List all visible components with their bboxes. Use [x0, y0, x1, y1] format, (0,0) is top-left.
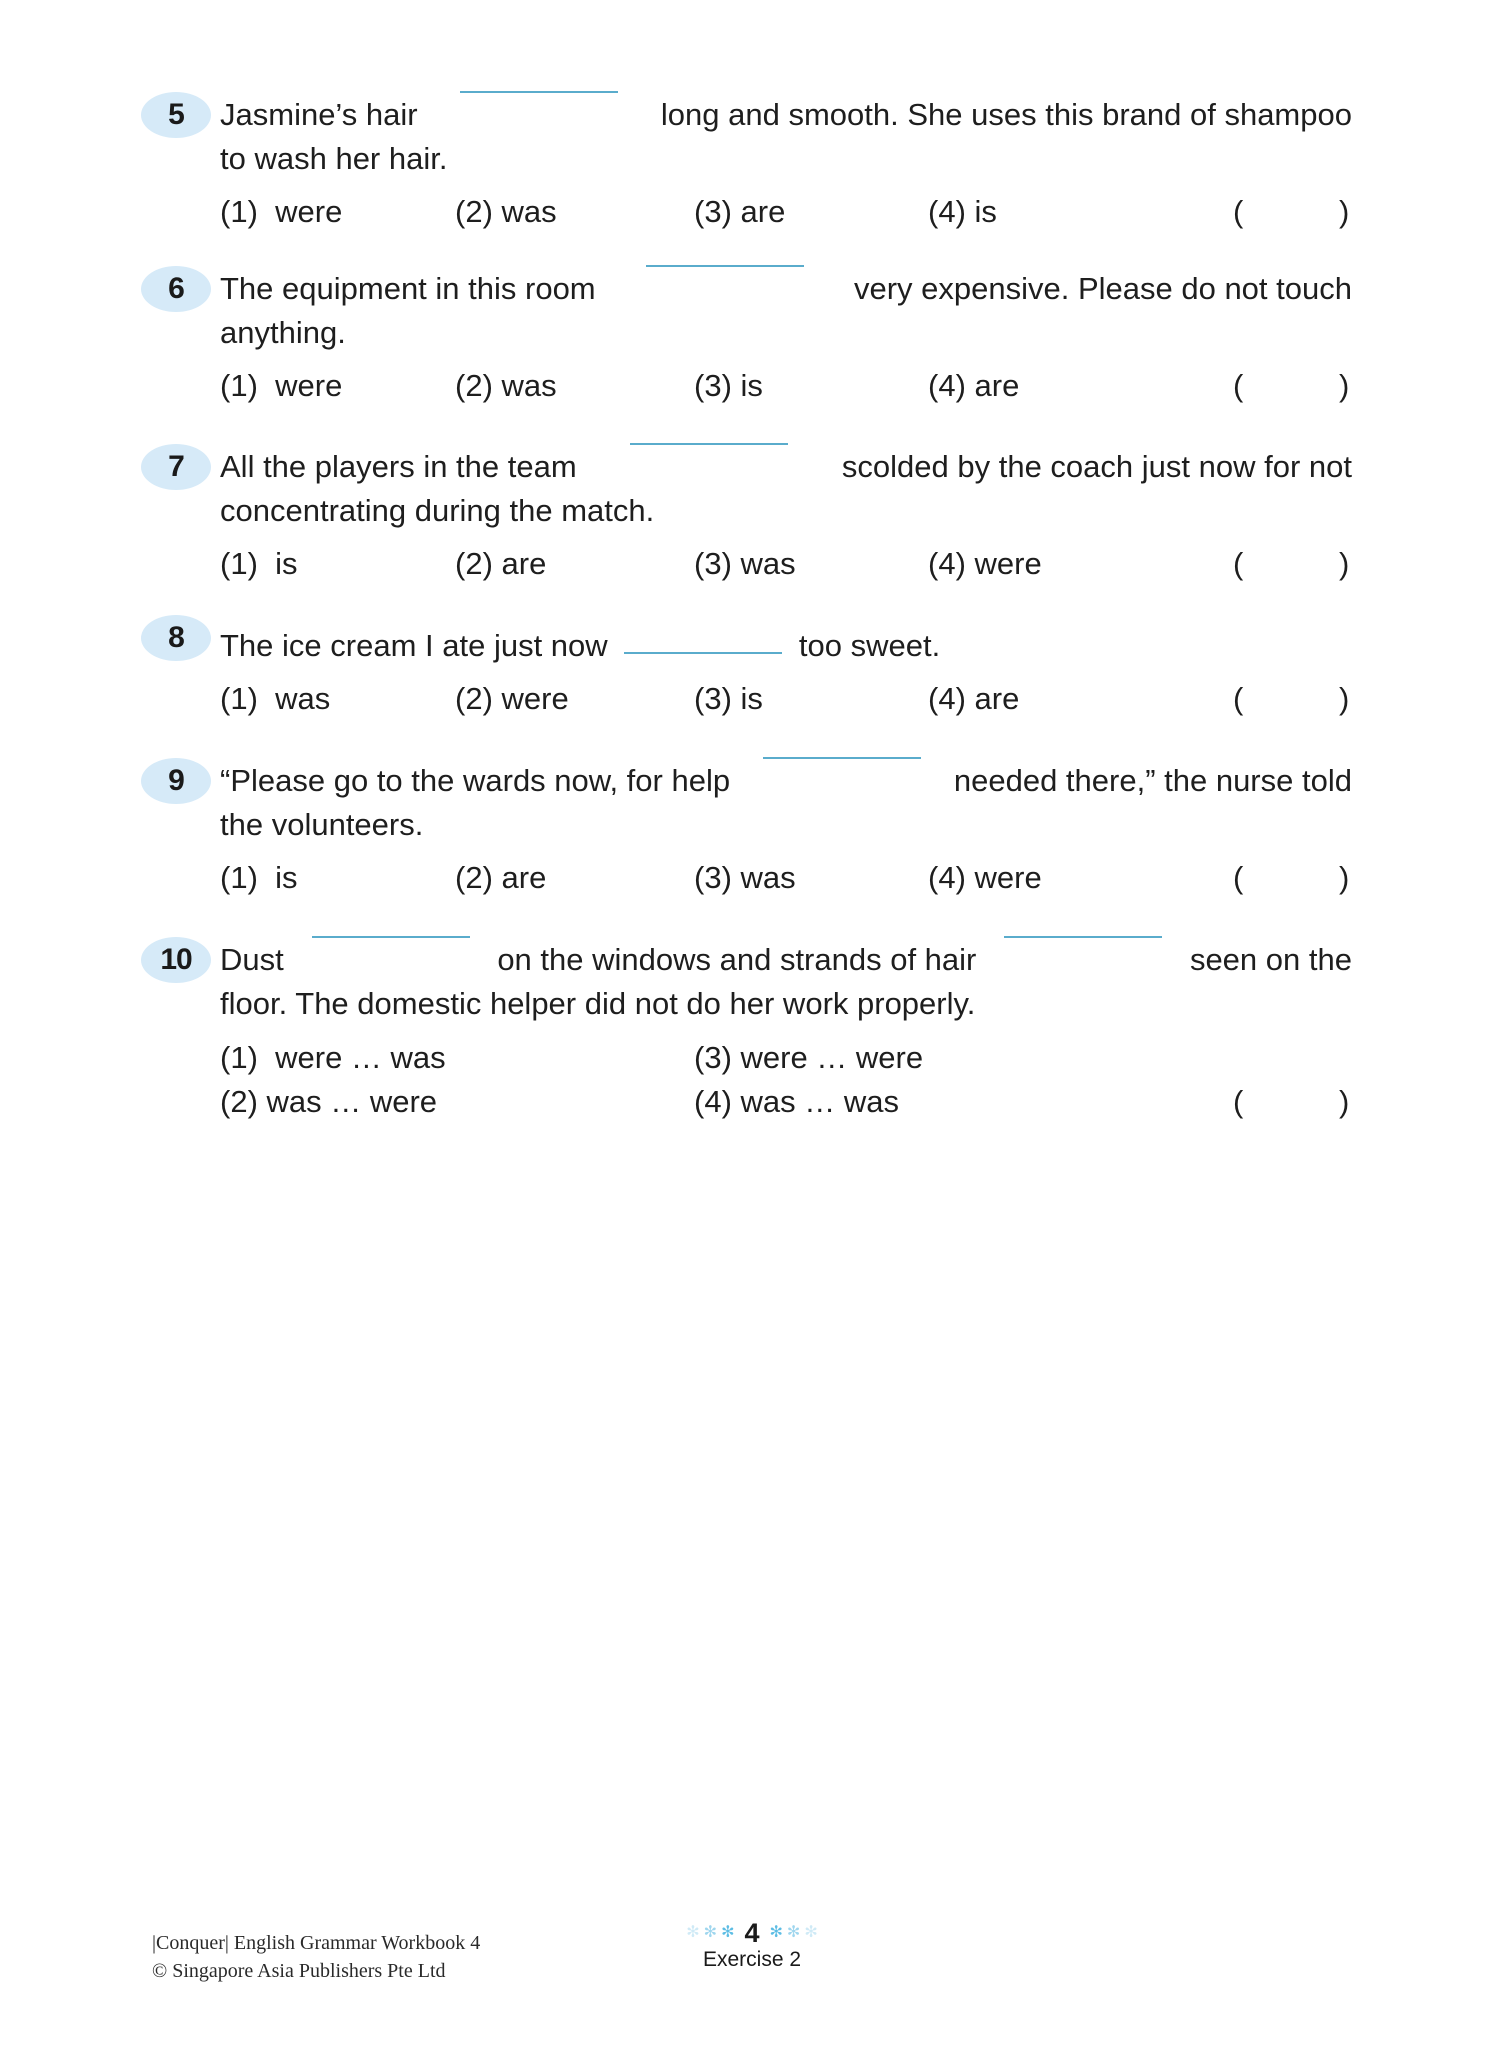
- stem-text-after: scolded by the coach just now for not: [841, 449, 1352, 484]
- section-label: Exercise 2: [702, 1948, 802, 1971]
- question-number: 6: [168, 272, 184, 305]
- star-icon: ✻: [703, 1924, 718, 1941]
- question-stem-line2: the volunteers.: [220, 807, 424, 842]
- question-number-badge: [141, 92, 211, 138]
- book-title: |Conquer| English Grammar Workbook 4: [152, 1932, 481, 1954]
- star-icon: ✻: [804, 1924, 818, 1941]
- option-1[interactable]: (1) were … was: [220, 1040, 446, 1075]
- answer-box-open[interactable]: (: [1233, 681, 1244, 716]
- option-4[interactable]: (4) was … was: [694, 1084, 899, 1119]
- question-stem-line1: [220, 93, 1352, 137]
- answer-box-close[interactable]: ): [1339, 546, 1350, 581]
- option-1[interactable]: (1) was: [220, 681, 331, 716]
- answer-box-close[interactable]: ): [1339, 194, 1350, 229]
- stem-text-after: too sweet.: [798, 628, 941, 663]
- footer-publisher: [152, 1929, 480, 1985]
- question-number: 7: [168, 450, 184, 483]
- question-number: 9: [168, 764, 184, 797]
- stem-text-after: needed there,” the nurse told: [953, 763, 1352, 798]
- option-4[interactable]: (4) are: [928, 368, 1020, 403]
- option-4[interactable]: (4) is: [928, 194, 997, 229]
- option-4[interactable]: (4) were: [928, 860, 1042, 895]
- option-1[interactable]: (1) were: [220, 368, 343, 403]
- answer-blank-1[interactable]: [312, 936, 470, 938]
- stem-text-before: The equipment in this room: [220, 271, 596, 306]
- option-1[interactable]: (1) were: [220, 194, 343, 229]
- question-stem-line1: [220, 267, 1352, 311]
- question-number-badge: [141, 937, 211, 983]
- option-3[interactable]: (3) is: [694, 681, 763, 716]
- answer-box-open[interactable]: (: [1233, 546, 1244, 581]
- question-stem-line2: floor. The domestic helper did not do her work properly.: [220, 986, 976, 1021]
- star-icon: ✻: [769, 1924, 783, 1941]
- answer-blank[interactable]: [646, 265, 804, 267]
- footer-page-info: [652, 1918, 852, 1972]
- stem-text-before: “Please go to the wards now, for help: [220, 763, 731, 798]
- answer-blank[interactable]: [460, 91, 618, 93]
- option-3[interactable]: (3) is: [694, 368, 763, 403]
- option-3[interactable]: (3) were … were: [694, 1040, 924, 1075]
- question-stem-line2: concentrating during the match.: [220, 493, 655, 528]
- stem-text-before: The ice cream I ate just now: [220, 628, 608, 663]
- answer-box-open[interactable]: (: [1233, 368, 1244, 403]
- page-number: 4: [744, 1917, 760, 1948]
- answer-box-close[interactable]: ): [1339, 860, 1350, 895]
- stem-text-after: very expensive. Please do not touch: [853, 271, 1352, 306]
- option-4[interactable]: (4) are: [928, 681, 1020, 716]
- option-3[interactable]: (3) was: [694, 546, 796, 581]
- star-icon: ✻: [721, 1924, 735, 1941]
- stem-text-middle: on the windows and strands of hair: [497, 942, 977, 977]
- answer-box-open[interactable]: (: [1233, 860, 1244, 895]
- option-4[interactable]: (4) were: [928, 546, 1042, 581]
- question-stem-line2: to wash her hair.: [220, 141, 448, 176]
- stem-text-before: All the players in the team: [220, 449, 577, 484]
- question-number: 10: [160, 943, 192, 976]
- option-3[interactable]: (3) was: [694, 860, 796, 895]
- question-stem-line2: anything.: [220, 315, 346, 350]
- option-1[interactable]: (1) is: [220, 546, 298, 581]
- question-number: 8: [168, 621, 184, 654]
- answer-blank[interactable]: [624, 652, 782, 654]
- stem-text-before: Jasmine’s hair: [220, 97, 418, 132]
- question-stem-line1: [220, 938, 1352, 982]
- question-stem-line1: [220, 759, 1352, 803]
- question-number: 5: [168, 98, 184, 131]
- option-2[interactable]: (2) was … were: [220, 1084, 438, 1119]
- stem-text-after: long and smooth. She uses this brand of shampoo: [660, 97, 1352, 132]
- stem-text-after: seen on the: [1189, 942, 1352, 977]
- answer-blank[interactable]: [763, 757, 921, 759]
- star-icon: ✻: [786, 1924, 801, 1941]
- option-2[interactable]: (2) were: [455, 681, 569, 716]
- option-1[interactable]: (1) is: [220, 860, 298, 895]
- answer-box-close[interactable]: ): [1339, 1084, 1350, 1119]
- star-icon: ✻: [686, 1924, 700, 1941]
- option-2[interactable]: (2) was: [455, 368, 557, 403]
- question-stem-line1: [220, 624, 1352, 668]
- page-number-row: [652, 1918, 852, 1948]
- option-2[interactable]: (2) are: [455, 546, 547, 581]
- answer-box-close[interactable]: ): [1339, 368, 1350, 403]
- question-number-badge: [141, 615, 211, 661]
- answer-box-open[interactable]: (: [1233, 194, 1244, 229]
- option-3[interactable]: (3) are: [694, 194, 786, 229]
- option-2[interactable]: (2) was: [455, 194, 557, 229]
- question-number-badge: [141, 266, 211, 312]
- answer-blank[interactable]: [630, 443, 788, 445]
- answer-box-close[interactable]: ): [1339, 681, 1350, 716]
- copyright: © Singapore Asia Publishers Pte Ltd: [152, 1960, 446, 1982]
- question-number-badge: [141, 444, 211, 490]
- answer-blank-2[interactable]: [1004, 936, 1162, 938]
- stem-text-before: Dust: [220, 942, 284, 977]
- answer-box-open[interactable]: (: [1233, 1084, 1244, 1119]
- option-2[interactable]: (2) are: [455, 860, 547, 895]
- question-number-badge: [141, 758, 211, 804]
- question-stem-line1: [220, 445, 1352, 489]
